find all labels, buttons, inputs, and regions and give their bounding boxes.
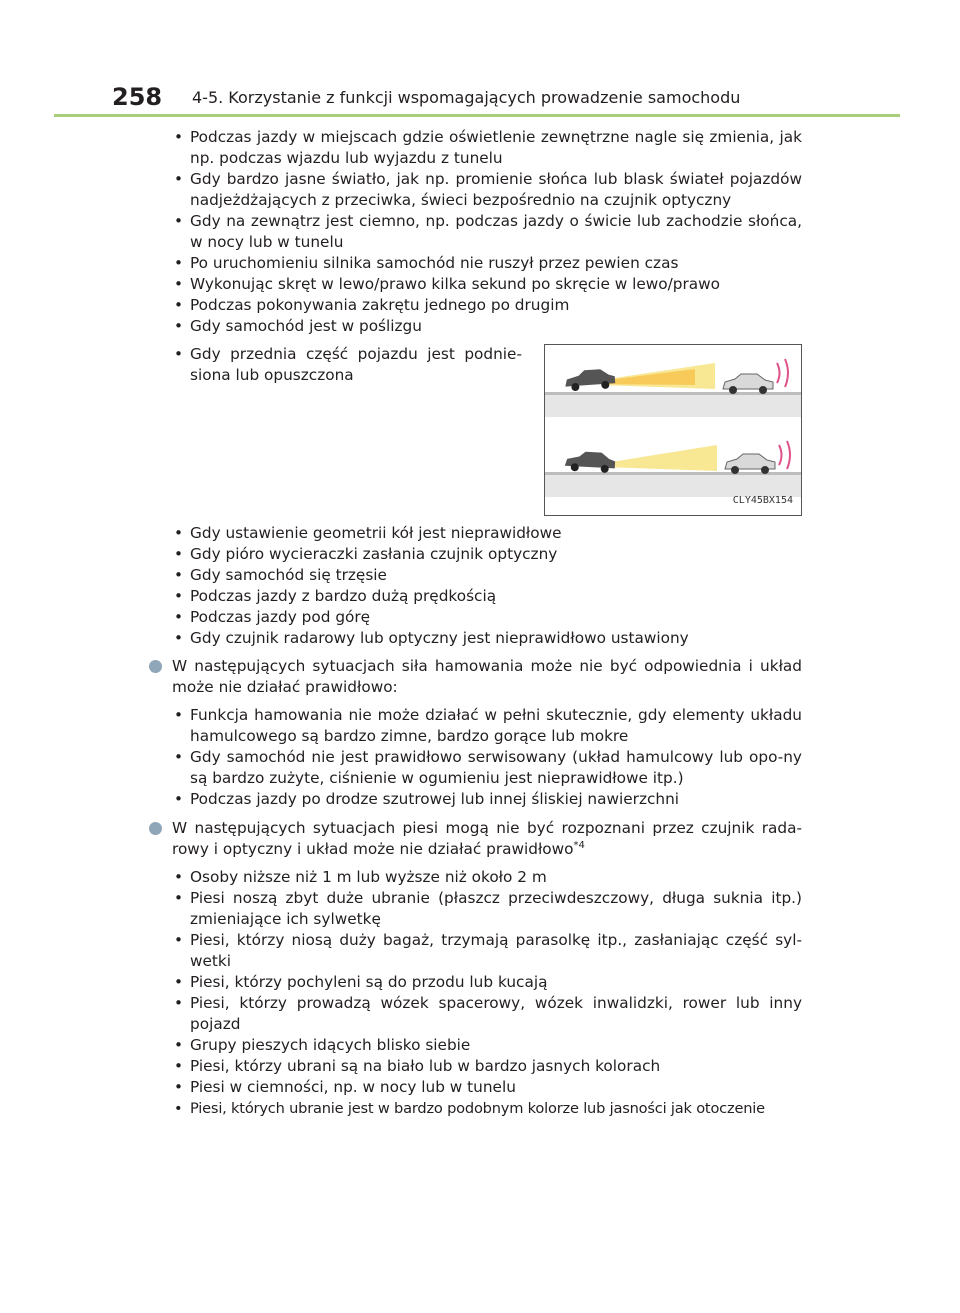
list-item: • Gdy przednia część pojazdu jest podnie-siona lub opuszczona [172, 344, 522, 386]
figure-row [172, 344, 802, 516]
section-title: 4-5. Korzystanie z funkcji wspomagających prowadzenie samochodu [192, 88, 741, 107]
list-item: • Wykonując skręt w lewo/prawo kilka sekund po skręcie w lewo/prawo [172, 274, 802, 295]
note-pedestrians-list [172, 867, 802, 1119]
note-braking-list [172, 705, 802, 810]
list-item: • Gdy samochód jest w poślizgu [172, 316, 802, 337]
note-text-body: W następujących sytuacjach piesi mogą nie być rozpoznani przez czujnik rada-rowy i optyczny i układ może nie działać prawidłowo [172, 819, 802, 858]
road-surface [545, 395, 801, 417]
list-item: • Gdy ustawienie geometrii kół jest nieprawidłowe [172, 523, 802, 544]
note-text [172, 818, 802, 860]
list-item: • Gdy samochód nie jest prawidłowo serwisowany (układ hamulcowy lub opo-ny są bardzo zużyte, ciśnienie w ogumieniu jest nieprawidłowe itp.) [172, 747, 802, 789]
page-header [112, 84, 912, 114]
page-body [172, 127, 802, 1127]
note-bullet-icon [149, 660, 162, 673]
note-text: W następujących sytuacjach siła hamowania może nie być odpowiednia i układ może nie działać prawidłowo: [172, 657, 802, 696]
condition-list-2 [172, 523, 802, 649]
front-car-icon [725, 454, 775, 474]
page-number: 258 [112, 83, 163, 111]
list-item: • Podczas jazdy w miejscach gdzie oświetlenie zewnętrzne nagle się zmienia, jak np. podczas wjazdu lub wyjazdu z tunelu [172, 127, 802, 169]
condition-list-1 [172, 127, 802, 337]
list-item: • Piesi, którzy pochyleni są do przodu lub kucają [172, 972, 802, 993]
tilted-car-icon [564, 368, 615, 391]
radar-wave-icon [779, 445, 782, 465]
list-item: • Gdy samochód się trzęsie [172, 565, 802, 586]
note-bullet-icon [149, 822, 162, 835]
note-pedestrians [172, 818, 802, 1119]
footnote-mark: *4 [573, 839, 585, 851]
list-item: • Funkcja hamowania nie może działać w pełni skutecznie, gdy elementy układu hamulcowego są bardzo zimne, bardzo gorące lub mokre [172, 705, 802, 747]
list-item: • Osoby niższe niż 1 m lub wyższe niż około 2 m [172, 867, 802, 888]
list-item: • Piesi, których ubranie jest w bardzo podobnym kolorze lub jasności jak otoczenie [172, 1098, 802, 1119]
list-item: • Piesi, którzy niosą duży bagaż, trzymają parasolkę itp., zasłaniając część syl-wetki [172, 930, 802, 972]
list-item: • Gdy pióro wycieraczki zasłania czujnik optyczny [172, 544, 802, 565]
list-item: • Podczas jazdy po drodze szutrowej lub innej śliskiej nawierzchni [172, 789, 802, 810]
note-braking [172, 656, 802, 810]
list-item: • Podczas jazdy z bardzo dużą prędkością [172, 586, 802, 607]
radar-wave-icon [777, 363, 780, 383]
list-item: • Piesi noszą zbyt duże ubranie (płaszcz przeciwdeszczowy, długa suknia itp.) zmieniające ich sylwetkę [172, 888, 802, 930]
list-item: • Podczas jazdy pod górę [172, 607, 802, 628]
figure-code: CLY45BX154 [732, 495, 793, 506]
list-item: • Po uruchomieniu silnika samochód nie ruszył przez pewien czas [172, 253, 802, 274]
front-car-icon [723, 374, 773, 394]
list-item: • Grupy pieszych idących blisko siebie [172, 1035, 802, 1056]
list-item: • Piesi w ciemności, np. w nocy lub w tunelu [172, 1077, 802, 1098]
list-item: • Piesi, którzy prowadzą wózek spacerowy, wózek inwalidzki, rower lub inny pojazd [172, 993, 802, 1035]
vehicle-pitch-illustration [544, 344, 802, 516]
list-item: • Gdy bardzo jasne światło, jak np. promienie słońca lub blask świateł pojazdów nadjeżdżających z przeciwka, świeci bezpośrednio na czujnik optyczny [172, 169, 802, 211]
list-item: • Gdy na zewnątrz jest ciemno, np. podczas jazdy o świcie lub zachodzie słońca, w nocy lub w tunelu [172, 211, 802, 253]
lowered-car-icon [565, 451, 616, 474]
header-divider [54, 114, 900, 117]
figure-bullet-list [172, 344, 522, 516]
list-item: • Gdy czujnik radarowy lub optyczny jest nieprawidłowo ustawiony [172, 628, 802, 649]
sensor-beam [605, 445, 717, 471]
list-item: • Podczas pokonywania zakrętu jednego po drugim [172, 295, 802, 316]
list-item: • Piesi, którzy ubrani są na biało lub w bardzo jasnych kolorach [172, 1056, 802, 1077]
